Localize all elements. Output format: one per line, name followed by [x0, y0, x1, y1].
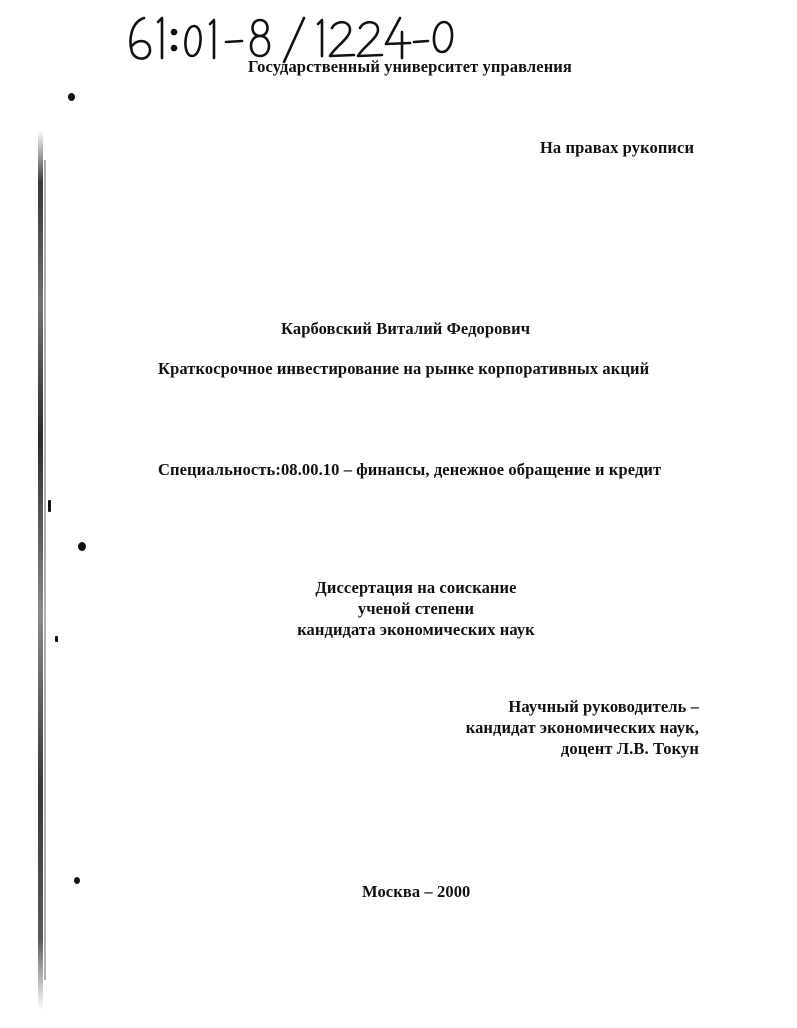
scan-binding-edge: [38, 130, 43, 1010]
city-and-year: Москва – 2000: [362, 882, 471, 901]
dissertation-title: Краткосрочное инвестирование на рынке корпоративных акций: [158, 359, 650, 378]
degree-line-2: ученой степени: [357, 599, 475, 618]
university-name: Государственный университет управления: [248, 57, 572, 76]
scan-speck: [48, 500, 51, 512]
scan-speck: [74, 877, 80, 884]
supervisor-line-1: Научный руководитель –: [508, 697, 699, 716]
supervisor-line-2: кандидат экономических наук,: [465, 718, 699, 737]
degree-line-3: кандидата экономических наук: [297, 620, 535, 639]
scan-speck: [55, 636, 58, 642]
scan-speck: [78, 542, 86, 551]
supervisor-line-3: доцент Л.В. Токун: [560, 739, 699, 758]
author-name: Карбовский Виталий Федорович: [281, 319, 531, 338]
specialty-line: Специальность:08.00.10 – финансы, денежное обращение и кредит: [158, 460, 662, 479]
manuscript-rights-note: На правах рукописи: [540, 138, 695, 157]
scan-binding-shadow: [44, 160, 46, 980]
scan-speck: [68, 93, 75, 101]
degree-line-1: Диссертация на соискание: [315, 578, 517, 597]
